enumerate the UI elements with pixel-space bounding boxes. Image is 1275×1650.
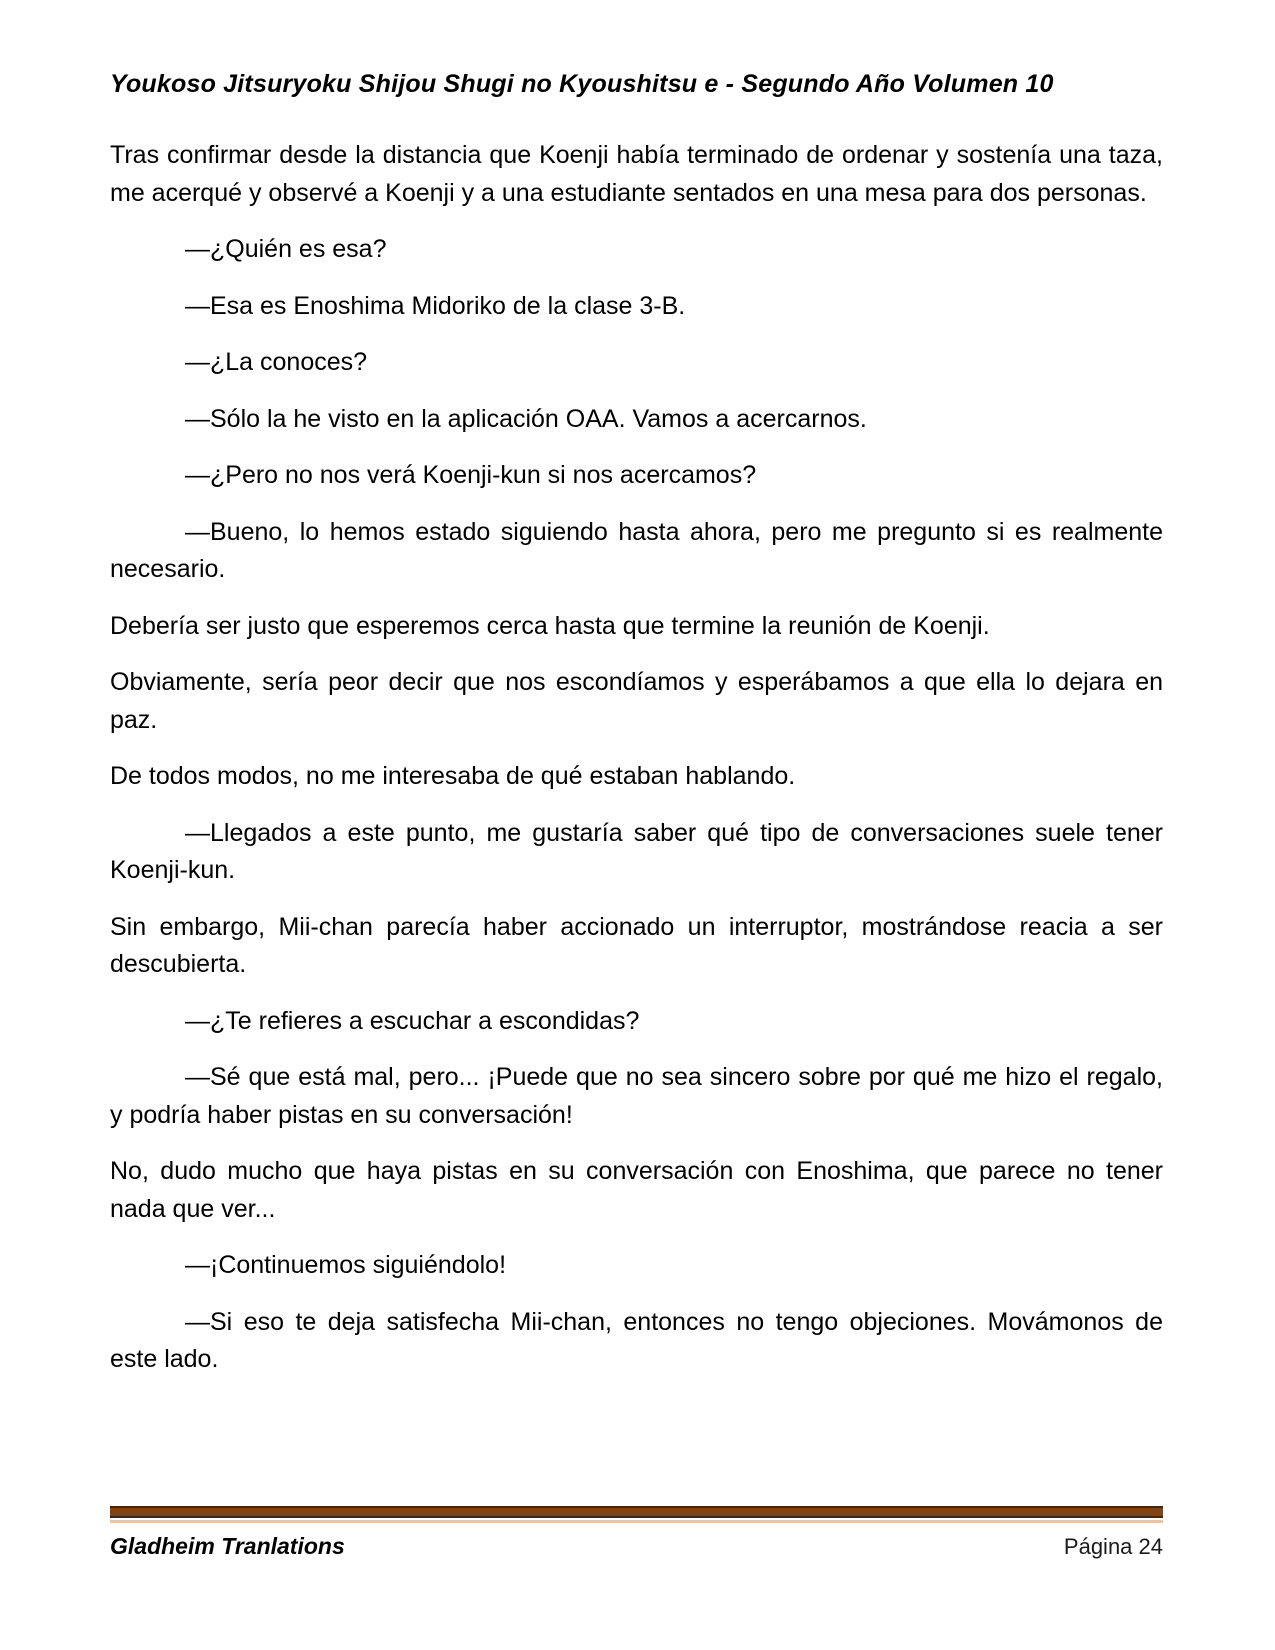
document-body bbox=[110, 137, 1163, 1379]
dialogue-paragraph: —¿La conoces? bbox=[185, 348, 368, 376]
dialogue-paragraph: —Sólo la he visto en la aplicación OAA. Vamos a acercarnos. bbox=[185, 404, 867, 433]
footer-brand: Gladheim Tranlations bbox=[110, 1533, 345, 1559]
footer-rule-light-line bbox=[110, 1520, 1163, 1523]
narration-paragraph: Sin embargo, Mii-chan parecía haber accionado un interruptor, mostrándose reacia a ser descubierta. bbox=[110, 912, 1163, 978]
dialogue-paragraph: —Bueno, lo hemos estado siguiendo hasta ahora, pero me pregunto si es realmente necesario. bbox=[110, 517, 1163, 583]
dialogue-paragraph: —Si eso te deja satisfecha Mii-chan, entonces no tengo objeciones. Movámonos de este lado. bbox=[110, 1307, 1163, 1373]
narration-paragraph: No, dudo mucho que haya pistas en su conversación con Enoshima, que parece no tener nada que ver... bbox=[110, 1157, 1163, 1223]
header-title: Youkoso Jitsuryoku Shijou Shugi no Kyoushitsu e - Segundo Año Volumen 10 bbox=[110, 70, 1054, 98]
dialogue-paragraph: —¿Te refieres a escuchar a escondidas? bbox=[185, 1006, 640, 1035]
footer-rule bbox=[110, 1506, 1163, 1523]
narration-paragraph: Obviamente, sería peor decir que nos escondíamos y esperábamos a que ella lo dejara en paz. bbox=[110, 668, 1163, 734]
dialogue-paragraph: —Sé que está mal, pero... ¡Puede que no sea sincero sobre por qué me hizo el regalo, y podría haber pistas en su conversación! bbox=[110, 1063, 1163, 1129]
narration-paragraph: Tras confirmar desde la distancia que Koenji había terminado de ordenar y sostenía una taza, me acerqué y observé a Koenji y a una estudiante sentados en una mesa para dos personas. bbox=[110, 141, 1163, 207]
dialogue-paragraph: —¡Continuemos siguiéndolo! bbox=[185, 1251, 507, 1279]
dialogue-paragraph: —Esa es Enoshima Midoriko de la clase 3-B. bbox=[185, 291, 686, 320]
footer-page-number: Página 24 bbox=[1063, 1534, 1163, 1559]
dialogue-paragraph: —¿Pero no nos verá Koenji-kun si nos acercamos? bbox=[185, 461, 757, 489]
dialogue-paragraph: —Llegados a este punto, me gustaría saber qué tipo de conversaciones suele tener Koenji-kun. bbox=[110, 818, 1163, 884]
footer-rule-thick-bar bbox=[110, 1508, 1163, 1516]
page-header bbox=[110, 70, 1163, 99]
page-footer bbox=[110, 1506, 1163, 1560]
footer-text-row bbox=[110, 1533, 1163, 1560]
narration-paragraph: De todos modos, no me interesaba de qué estaban hablando. bbox=[110, 762, 796, 790]
narration-paragraph: Debería ser justo que esperemos cerca hasta que termine la reunión de Koenji. bbox=[110, 611, 990, 640]
dialogue-paragraph: —¿Quién es esa? bbox=[185, 235, 387, 263]
